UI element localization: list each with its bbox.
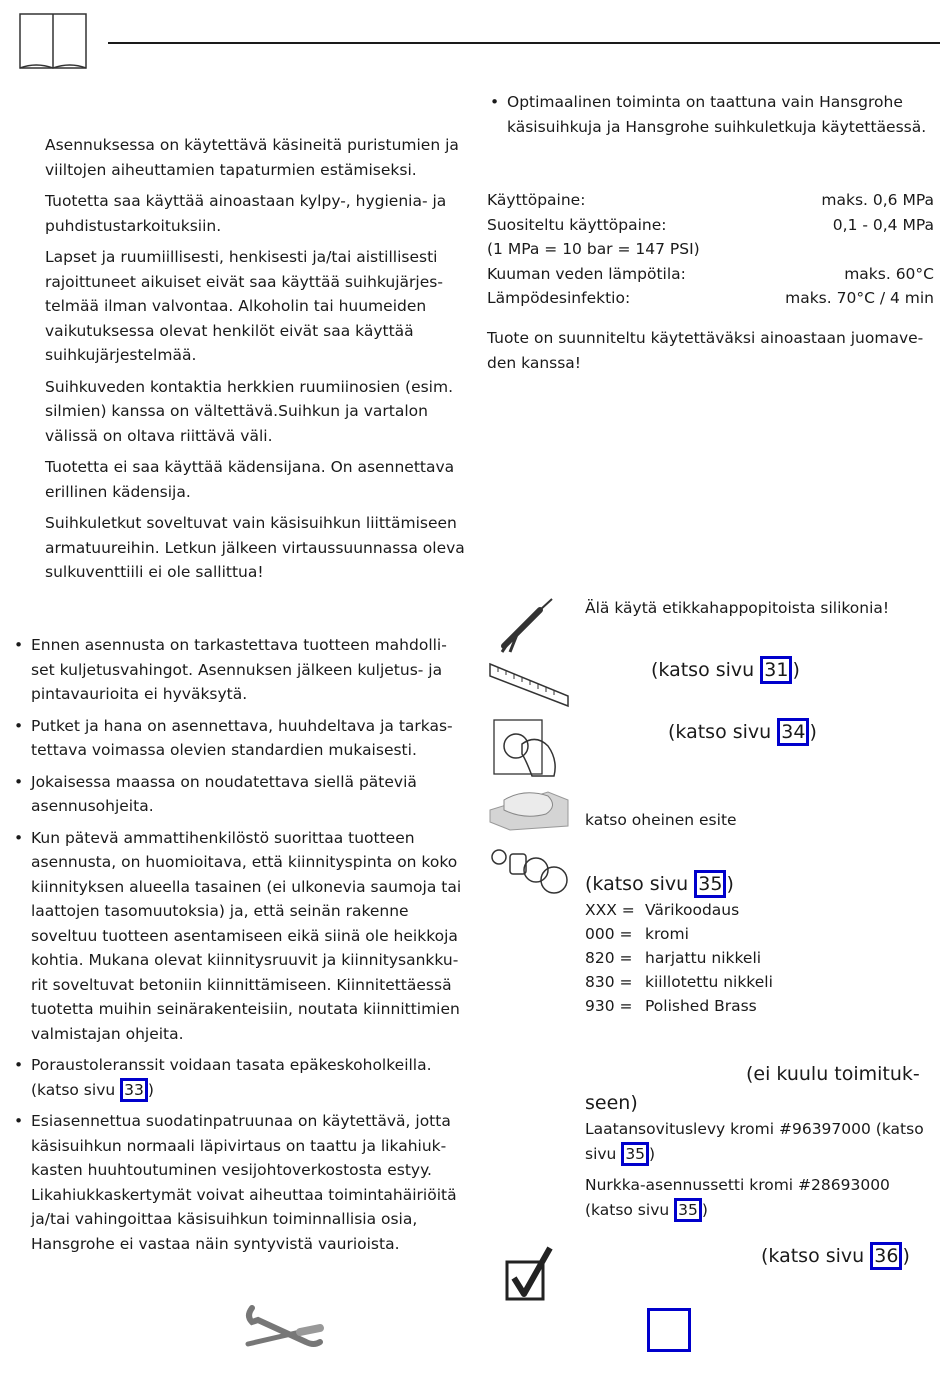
page-link-36[interactable]: 36 xyxy=(870,1242,902,1270)
spec-label: (1 MPa = 10 bar = 147 PSI) xyxy=(487,240,700,258)
color-code-row xyxy=(585,922,773,946)
install-note: • Putket ja hana on asennettava, huuhdeltava ja tarkas-tettava voimassa olevien standardien mukaisesti. xyxy=(14,714,464,763)
color-code-row xyxy=(585,994,773,1018)
ref-suffix: ) xyxy=(726,873,734,895)
tolerance-text: Poraustoleranssit voidaan tasata epäkeskoholkeilla. xyxy=(31,1056,432,1074)
color-code: XXX = xyxy=(585,901,635,919)
accessories-heading-1: (ei kuulu toimituk- xyxy=(746,1063,920,1085)
tile-plate-text: Laatansovituslevy kromi #96397000 (katso sivu xyxy=(585,1120,924,1163)
header-rule xyxy=(108,42,940,44)
color-code-row xyxy=(585,898,773,922)
spec-value: maks. 60°C xyxy=(844,264,934,283)
color-code: 000 = xyxy=(585,925,633,943)
tech-specs xyxy=(487,188,934,311)
ref-suffix: ) xyxy=(649,1144,656,1163)
drinking-water-note: Tuote on suunniteltu käytettäväksi ainoastaan juomave-den kanssa! xyxy=(487,329,924,372)
color-code-row xyxy=(585,946,773,970)
install-note-tolerance xyxy=(14,1053,464,1102)
spec-row xyxy=(487,188,934,213)
color-code: 930 = xyxy=(585,997,633,1015)
color-codes xyxy=(585,898,773,1018)
ref-prefix: (katso sivu xyxy=(585,873,695,895)
spare-parts-ref xyxy=(585,872,734,897)
ruler-icon xyxy=(488,658,570,710)
spare-parts-icon xyxy=(490,846,570,896)
spec-label: Kuuman veden lämpötila: xyxy=(487,264,686,283)
installation-notes xyxy=(14,633,464,1263)
ref-prefix: (katso sivu xyxy=(668,721,778,743)
color-name: harjattu nikkeli xyxy=(645,949,762,967)
ref-suffix: ) xyxy=(792,659,800,681)
page-link-35[interactable]: 35 xyxy=(621,1142,649,1166)
spec-row xyxy=(487,286,934,311)
silicone-note: Älä käytä etikkahappopitoista silikonia! xyxy=(585,599,890,617)
accessories-heading-2: seen) xyxy=(585,1092,638,1114)
installation-ref xyxy=(668,720,817,745)
ref-suffix: ) xyxy=(902,1245,910,1267)
safety-note: Asennuksessa on käytettävä käsineitä puristumien ja viiltojen aiheuttamien tapaturmien estämiseksi. xyxy=(45,136,459,179)
safety-note: Suihkuletkut soveltuvat vain käsisuihkun liittämiseen armatuureihin. Letkun jälkeen virtaussuunnassa oleva sulkuventtiili ei ole sallittua! xyxy=(45,514,465,581)
cleaning-sponge-icon xyxy=(488,786,570,832)
manual-book-icon xyxy=(18,12,88,72)
silicone-gun-icon xyxy=(496,596,558,654)
safety-notes xyxy=(45,133,465,592)
checkbox-check-icon xyxy=(504,1246,556,1302)
spec-value: maks. 70°C / 4 min xyxy=(785,289,934,307)
color-name: kiillotettu nikkeli xyxy=(645,973,773,991)
safety-note: Tuotetta ei saa käyttää kädensijana. On asennettava erillinen kädensija. xyxy=(45,458,455,501)
page-link-31[interactable]: 31 xyxy=(760,656,792,684)
install-note-filter: • Esiasennettua suodatinpatruunaa on käytettävä, jotta käsisuihkun normaali läpivirtaus on taattu ja likahiuk-kasten huuhtoutuminen vesijohtoverkostosta estyy. Likahiukkaskertymät voivat aiheuttaa toimintahäiriöitä ja/tai vahingoittaa käsisuihkun toiminnallisia osia, Hansgrohe ei vastaa näin syntyvistä vaurioista. xyxy=(14,1109,464,1256)
spec-row xyxy=(487,262,934,287)
spec-row xyxy=(487,237,934,262)
tolerance-ref-suffix: ) xyxy=(147,1080,154,1099)
test-ref xyxy=(761,1244,910,1269)
spec-label: Suositeltu käyttöpaine: xyxy=(487,215,667,234)
tile-plate-note xyxy=(585,1117,940,1166)
spec-label: Käyttöpaine: xyxy=(487,191,586,209)
spec-label: Lämpödesinfektio: xyxy=(487,289,631,307)
page-link-34[interactable]: 34 xyxy=(777,718,809,746)
optimal-text: • Optimaalinen toiminta on taattuna vain Hansgrohe käsisuihkuja ja Hansgrohe suihkuletkuja käytettäessä. xyxy=(490,90,935,139)
spec-value: 0,1 - 0,4 MPa xyxy=(832,215,934,234)
install-note: • Kun pätevä ammattihenkilöstö suorittaa tuotteen asennusta, on huomioitava, että kiinnityspinta on koko kiinnityksen alueella tasainen (ei ulkonevia saumoja tai laattojen tasomuutoksia) ja, että seinän rakenne soveltuu tuotteen asentamiseen eikä siinä ole heikkoja kohtia. Mukana olevat kiinnitysruuvit ja kiinnitysankku-rit soveltuvat betoniin kiinnittämiseen. Kiinnitettäessä tuotetta muihin seinärakenteisiin, noutata kiinnittimien valmistajan ohjeita. xyxy=(14,826,464,1047)
safety-note: Tuotetta saa käyttää ainoastaan kylpy-, hygienia- ja puhdistustarkoituksiin. xyxy=(45,192,447,235)
cleaning-note: katso oheinen esite xyxy=(585,811,737,829)
tolerance-ref-prefix: (katso sivu xyxy=(31,1080,121,1099)
color-code: 820 = xyxy=(585,949,633,967)
page-link-35[interactable]: 35 xyxy=(674,1198,702,1222)
ref-prefix: (katso sivu xyxy=(651,659,761,681)
installation-hand-icon xyxy=(492,716,564,778)
install-note: • Ennen asennusta on tarkastettava tuotteen mahdolli-set kuljetusvahingot. Asennuksen jälkeen kuljetus- ja pintavaurioita ei hyväksytä. xyxy=(14,633,464,707)
page-link-33[interactable]: 33 xyxy=(120,1078,148,1102)
ref-prefix: (katso sivu xyxy=(761,1245,871,1267)
wrench-screwdriver-icon xyxy=(244,1302,326,1358)
color-name: kromi xyxy=(645,925,689,943)
dimensions-ref xyxy=(651,658,800,683)
empty-link-box[interactable] xyxy=(647,1308,691,1352)
safety-note: Suihkuveden kontaktia herkkien ruumiinosien (esim. silmien) kanssa on vältettävä.Suihkun ja vartalon välissä on oltava riittävä väli. xyxy=(45,377,454,445)
ref-suffix: ) xyxy=(701,1200,708,1219)
page-link-35[interactable]: 35 xyxy=(694,870,726,898)
spec-row xyxy=(487,213,934,238)
corner-set-text: Nurkka-asennussetti kromi #28693000 (katso sivu xyxy=(585,1176,890,1219)
ref-suffix: ) xyxy=(809,721,817,743)
corner-set-note xyxy=(585,1173,940,1222)
color-code: 830 = xyxy=(585,973,633,991)
optimal-note xyxy=(490,90,935,146)
color-name: Värikoodaus xyxy=(645,901,740,919)
color-name: Polished Brass xyxy=(645,997,757,1015)
install-note: • Jokaisessa maassa on noudatettava siellä päteviä asennusohjeita. xyxy=(14,770,464,819)
spec-value: maks. 0,6 MPa xyxy=(821,191,934,209)
safety-note: Lapset ja ruumiillisesti, henkisesti ja/tai aistillisesti rajoittuneet aikuiset eivät saa käyttää suihkujärjes-telmää ilman valvontaa. Alkoholin tai huumeiden vaikutuksessa olevat henkilöt eivät saa käyttää suihkujärjestelmää. xyxy=(45,248,443,364)
color-code-row xyxy=(585,970,773,994)
